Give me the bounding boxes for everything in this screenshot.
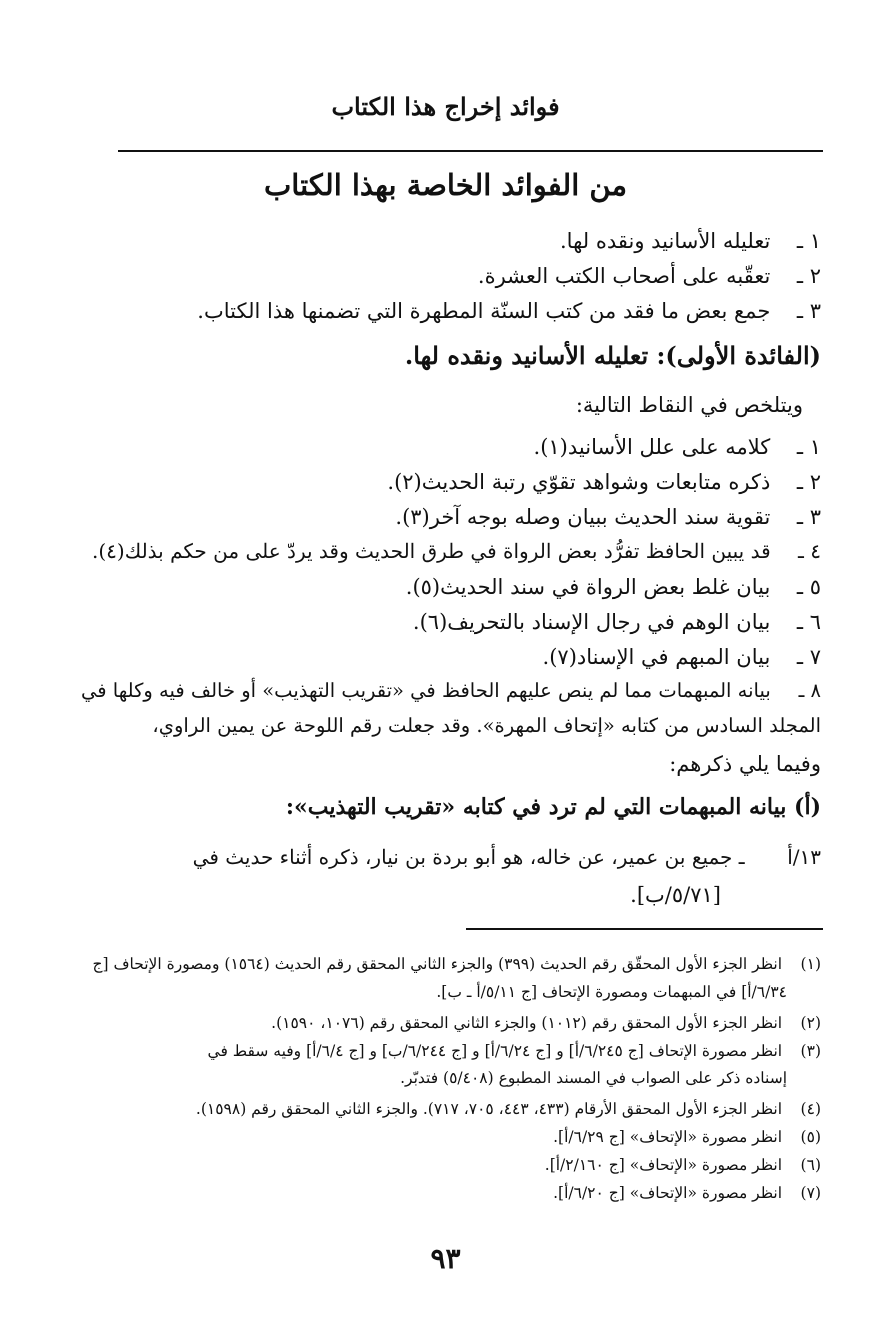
point-item — [70, 434, 821, 460]
item-text: تقوية سند الحديث ببيان وصله بوجه آخر(٣). — [395, 505, 771, 529]
item-text: بيانه المبهمات مما لم ينص عليهم الحافظ في «تقريب التهذيب» أو خالف فيه وكلها في — [80, 679, 771, 702]
item-number: ٧ ـ — [796, 645, 821, 669]
item-text: بيان غلط بعض الرواة في سند الحديث(٥). — [405, 575, 771, 599]
point-item — [70, 609, 821, 635]
item-text: قد يبين الحافظ تفرُّد بعض الرواة في طرق الحديث وقد يردّ على من حكم بذلك(٤). — [91, 539, 771, 563]
footnote — [100, 1013, 821, 1033]
footnote — [100, 1041, 821, 1061]
footnote — [92, 954, 821, 974]
item-text: تعليله الأسانيد ونقده لها. — [560, 229, 771, 253]
footnote-number: (٣) — [800, 1042, 821, 1060]
point-item — [70, 574, 821, 600]
item-text: تعقّبه على أصحاب الكتب العشرة. — [477, 264, 771, 288]
item-number: ٢ ـ — [796, 470, 821, 494]
footnote-continuation: ٦/٣٤/أ] في المبهمات ومصورة الإتحاف [ج ٥/١١/أ ـ ب]. — [436, 983, 787, 1001]
item-text: جمع بعض ما فقد من كتب السنّة المطهرة التي تضمنها هذا الكتاب. — [197, 299, 771, 323]
footnote-number: (٥) — [800, 1128, 821, 1146]
item-text: كلامه على علل الأسانيد(١). — [533, 435, 771, 459]
footnote — [100, 1183, 821, 1203]
point-item — [70, 469, 821, 495]
item-text: بيان الوهم في رجال الإسناد بالتحريف(٦). — [412, 610, 771, 634]
item-number: ٢ ـ — [796, 264, 821, 288]
item-number: ٥ ـ — [796, 575, 821, 599]
item-number: ٨ ـ — [798, 679, 821, 702]
footnote — [100, 1127, 821, 1147]
item-number: ١ ـ — [796, 229, 821, 253]
entry-line — [70, 845, 821, 870]
point-item — [70, 679, 821, 703]
point-item — [70, 644, 821, 670]
item-number: ٦ ـ — [796, 610, 821, 634]
point-item — [70, 504, 821, 530]
footnote-text: انظر الجزء الأول المحقّق رقم الحديث (٣٩٩) والجزء الثاني المحقق رقم الحديث (١٥٦٤) ومصورة الإتحاف [ج — [92, 955, 783, 973]
footnote-text: انظر مصورة «الإتحاف» [ج ٦/٢٩/أ]. — [553, 1128, 783, 1146]
footnote — [100, 1099, 821, 1119]
footnote-number: (٤) — [800, 1100, 821, 1118]
subheading: (أ) بيانه المبهمات التي لم ترد في كتابه «تقريب التهذيب»: — [285, 794, 821, 820]
entry-number: ١٣/أ — [787, 845, 821, 869]
point-continuation: المجلد السادس من كتابه «إتحاف المهرة». وقد جعلت رقم اللوحة عن يمين الراوي، — [152, 714, 821, 737]
item-number: ٣ ـ — [796, 299, 821, 323]
footnote-text: انظر الجزء الأول المحقق الأرقام (٤٣٣، ٤٤٣، ٧٠٥، ٧١٧). والجزء الثاني المحقق رقم (١٥٩٨). — [195, 1100, 783, 1118]
item-text: ذكره متابعات وشواهد تقوّي رتبة الحديث(٢). — [387, 470, 771, 494]
footnote-continuation: إسناده ذكر على الصواب في المسند المطبوع (٥/٤٠٨) فتدبّر. — [400, 1069, 787, 1087]
entry-text: ـ جميع بن عمير، عن خاله، هو أبو بردة بن نيار، ذكره أثناء حديث في — [192, 845, 745, 869]
intro-text: ويتلخص في النقاط التالية: — [575, 393, 803, 417]
benefit-item — [70, 228, 821, 254]
item-number: ٣ ـ — [796, 505, 821, 529]
item-number: ١ ـ — [796, 435, 821, 459]
footnote-number: (٦) — [800, 1156, 821, 1174]
footnote — [100, 1155, 821, 1175]
footnote-text: انظر مصورة «الإتحاف» [ج ٢/١٦٠/أ]. — [544, 1156, 783, 1174]
benefit-item — [70, 298, 821, 324]
item-number: ٤ ـ — [798, 539, 821, 563]
benefit-item — [70, 263, 821, 289]
footnote-number: (٢) — [800, 1014, 821, 1032]
item-text: بيان المبهم في الإسناد(٧). — [542, 645, 771, 669]
header-rule — [118, 150, 823, 152]
page-number: ٩٣ — [430, 1242, 461, 1275]
footnote-text: انظر مصورة الإتحاف [ج ٦/٢٤٥/أ] و [ج ٦/٢٤/أ] و [ج ٦/٢٤٤/ب] و [ج ٦/٤/أ] وفيه سقط في — [207, 1042, 783, 1060]
footnote-number: (٧) — [800, 1184, 821, 1202]
entry-continuation: [٥/٧١/ب]. — [630, 883, 721, 907]
footnote-text: انظر مصورة «الإتحاف» [ج ٦/٢٠/أ]. — [553, 1184, 783, 1202]
section-title: من الفوائد الخاصة بهذا الكتاب — [263, 168, 628, 202]
point-item — [70, 539, 821, 564]
point-continuation: وفيما يلي ذكرهم: — [669, 752, 821, 776]
footnote-text: انظر الجزء الأول المحقق رقم (١٠١٢) والجزء الثاني المحقق رقم (١٠٧٦، ١٥٩٠). — [271, 1014, 783, 1032]
first-benefit-heading: (الفائدة الأولى): تعليله الأسانيد ونقده لها. — [404, 341, 821, 370]
running-head: فوائد إخراج هذا الكتاب — [331, 92, 560, 121]
footnote-number: (١) — [800, 955, 821, 973]
footnote-rule — [466, 928, 823, 930]
